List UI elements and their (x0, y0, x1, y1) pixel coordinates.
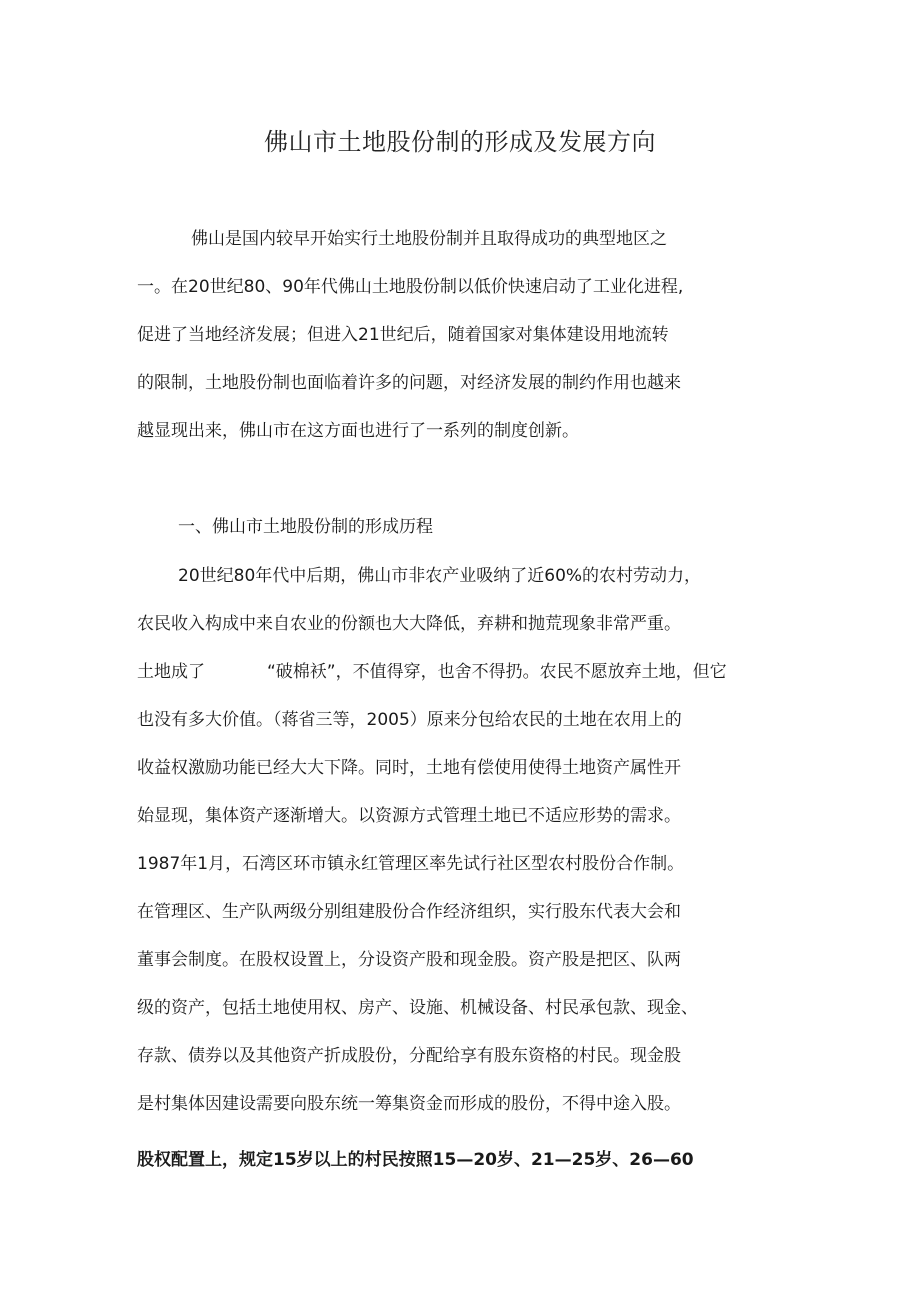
intro-line-5: 越显现出来，佛山市在这方面也进行了一系列的制度创新。 (137, 421, 579, 441)
body-line-4: 也没有多大价值。（蒋省三等，2005）原来分包给农民的土地在农用上的 (137, 710, 682, 730)
intro-line-1: 佛山是国内较早开始实行土地股份制并且取得成功的典型地区之 (191, 229, 667, 249)
body-line-7: 1987年1月，石湾区环市镇永红管理区率先试行社区型农村股份合作制。 (137, 854, 685, 874)
body-line-3 (137, 660, 727, 684)
body-line-10: 级的资产，包括土地使用权、房产、设施、机械设备、村民承包款、现金、 (137, 998, 698, 1018)
intro-line-2: 一。在20世纪80、90年代佛山土地股份制以低价快速启动了工业化进程, (137, 277, 684, 297)
body-line-11: 存款、债券以及其他资产折成股份，分配给享有股东资格的村民。现金股 (137, 1046, 681, 1066)
bold-line: 股权配置上，规定15岁以上的村民按照15—20岁、21—25岁、26—60 (137, 1150, 694, 1170)
body-line-5: 收益权激励功能已经大大下降。同时，土地有偿使用使得土地资产属性开 (137, 758, 681, 778)
document-title: 佛山市土地股份制的形成及发展方向 (264, 128, 656, 156)
intro-line-3: 促进了当地经济发展；但进入21世纪后，随着国家对集体建设用地流转 (137, 325, 669, 345)
body-line-8: 在管理区、生产队两级分别组建股份合作经济组织，实行股东代表大会和 (137, 902, 681, 922)
body-line-3-start: 土地成了 (137, 662, 205, 682)
intro-line-4: 的限制，土地股份制也面临着许多的问题，对经济发展的制约作用也越来 (137, 373, 681, 393)
body-line-9: 董事会制度。在股权设置上，分设资产股和现金股。资产股是把区、队两 (137, 950, 681, 970)
body-line-1: 20世纪80年代中后期，佛山市非农产业吸纳了近60%的农村劳动力， (178, 566, 702, 586)
body-line-2: 农民收入构成中来自农业的份额也大大降低，弃耕和抛荒现象非常严重。 (137, 614, 681, 634)
body-line-3-quote: “破棉袄”，不值得穿，也舍不得扔。农民不愿放弃土地，但它 (267, 662, 727, 682)
body-line-12: 是村集体因建设需要向股东统一筹集资金而形成的股份，不得中途入股。 (137, 1094, 681, 1114)
section-heading: 一、佛山市土地股份制的形成历程 (178, 517, 433, 537)
body-line-6: 始显现，集体资产逐渐增大。以资源方式管理土地已不适应形势的需求。 (137, 806, 681, 826)
